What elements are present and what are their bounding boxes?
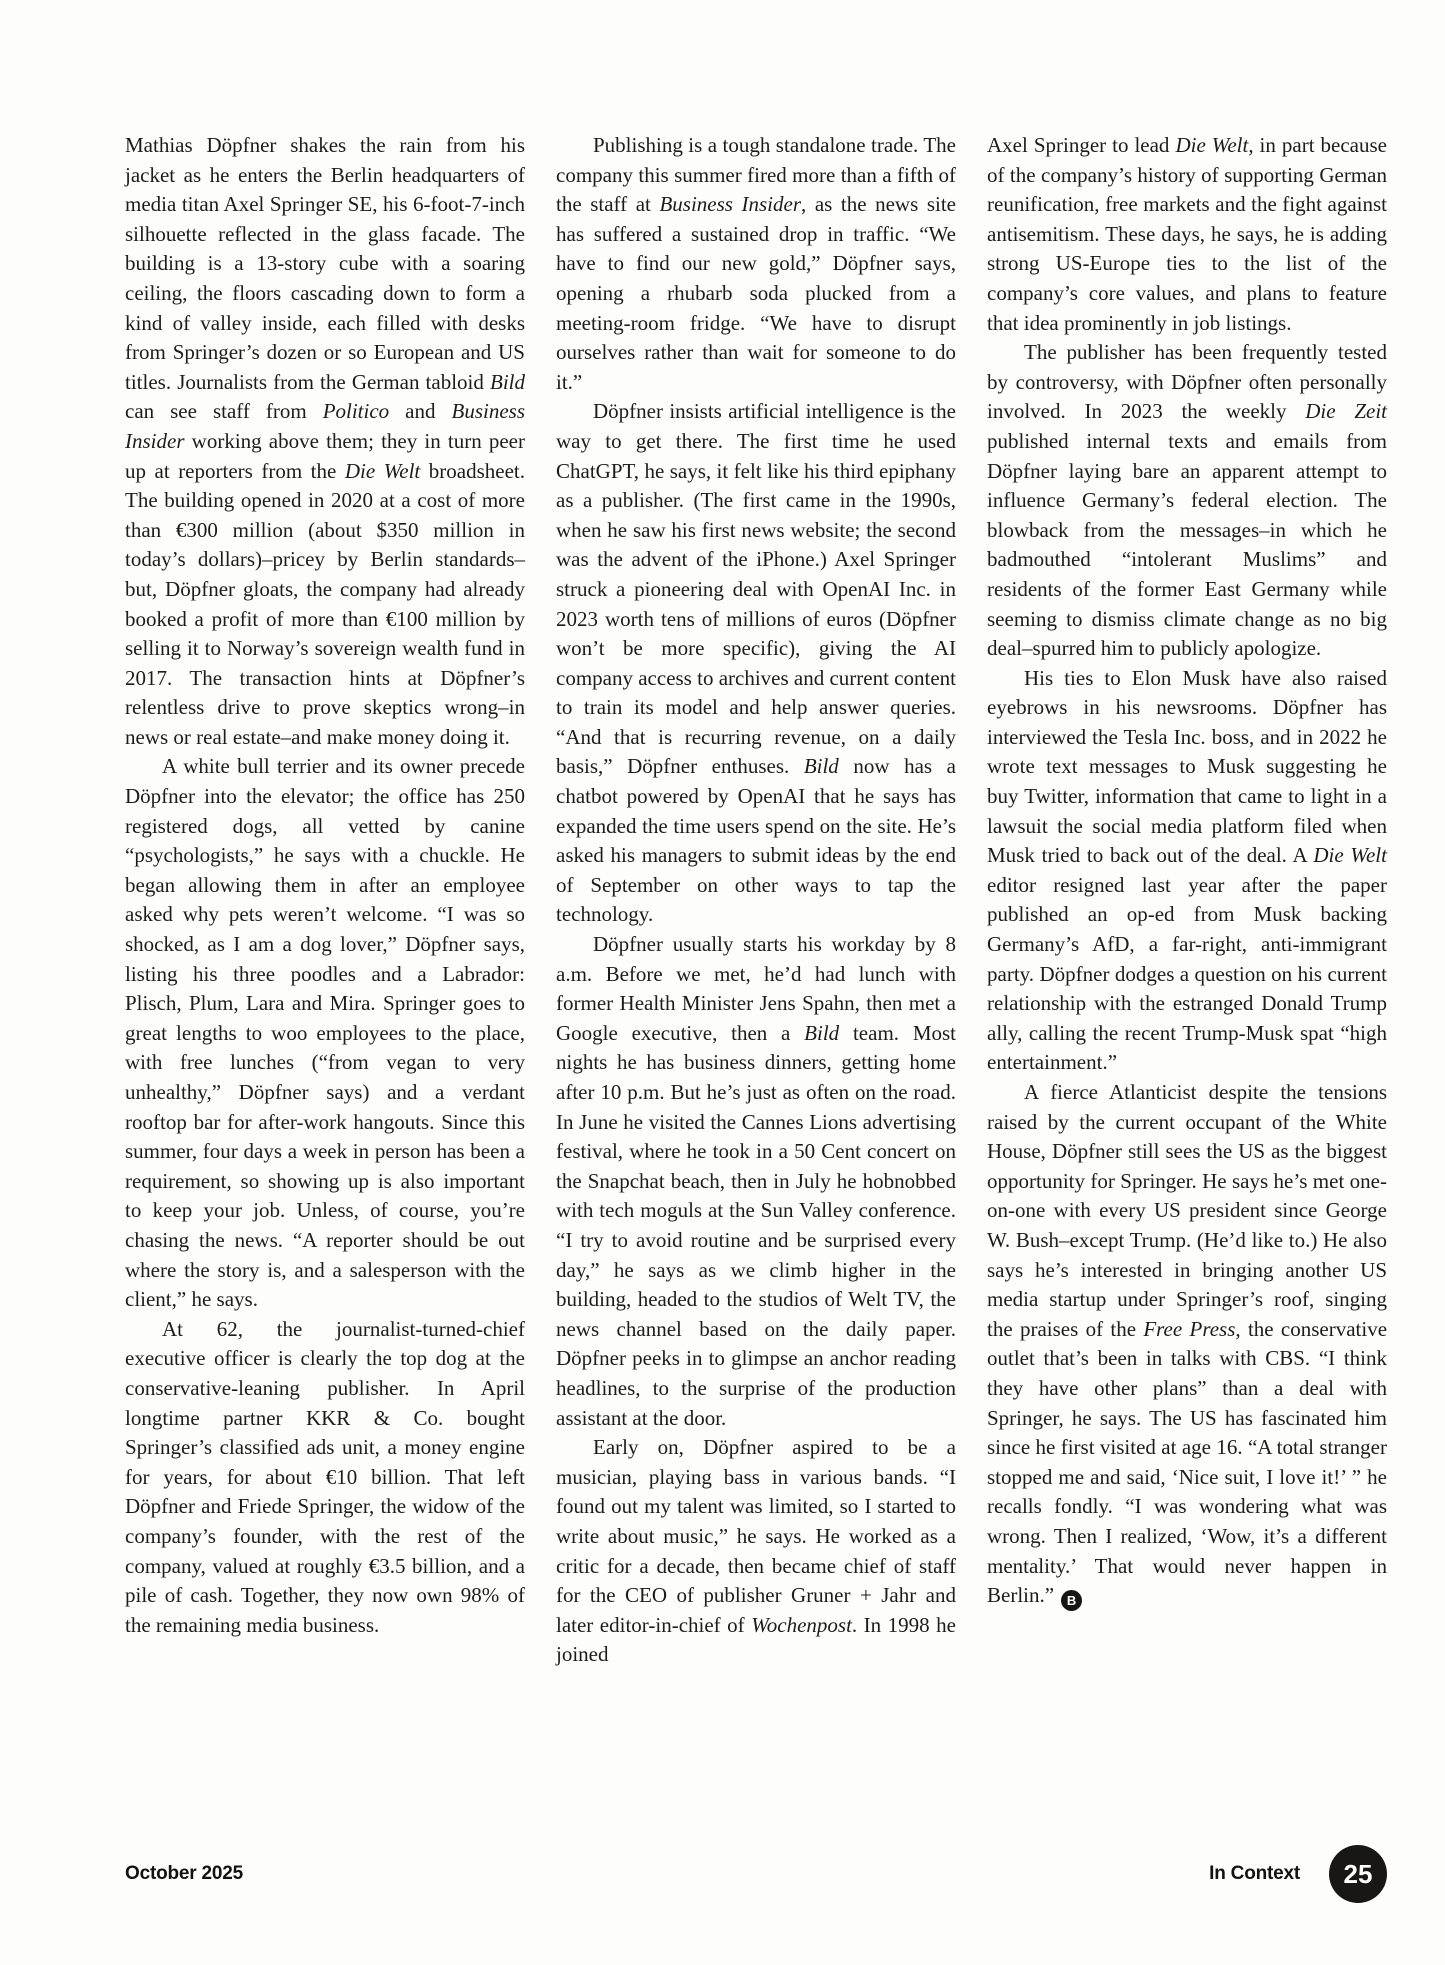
article-column-3 xyxy=(987,131,1387,1670)
article-body xyxy=(125,131,1387,1670)
text-run: Mathias Döpfner shakes the rain from his jacket as he enters the Berlin headquarters of media titan Axel Springer SE, his 6-foot-7-inch silhouette reflected in the glass facade. The building is a 13-story cube with a soaring ceiling, the floors cascading down to form a kind of valley inside, each filled with desks from Springer’s dozen or so European and US titles. Journalists from the German tabloid xyxy=(125,133,525,394)
italic-text-run: Die Welt xyxy=(1175,133,1249,157)
italic-text-run: Bild xyxy=(803,754,839,779)
paragraph xyxy=(556,131,956,397)
paragraph xyxy=(125,1315,525,1641)
text-run: broadsheet. The building opened in 2020 at a cost of more than €300 million (about $350 million in today’s dollars)–pricey by Berlin standards–but, Döpfner gloats, the company had already booked a profit of more than €100 million by selling it to Norway’s sovereign wealth fund in 2017. The transaction hints at Döpfner’s relentless drive to prove skeptics wrong–in news or real estate–and make money doing it. xyxy=(125,458,525,749)
italic-text-run: Die Zeit xyxy=(1305,399,1388,424)
text-run: team. Most nights he has business dinners, getting home after 10 p.m. But he’s just as often on the road. In June he visited the Cannes Lions advertising festival, where he took in a 50 Cent concert on the Snapchat beach, then in July he hobnobbed with tech moguls at the Sun Valley conference. “I try to avoid routine and be surprised every day,” he says as we climb higher in the building, headed to the studios of Welt TV, the news channel based on the daily paper. Döpfner peeks in to glimpse an anchor reading headlines, to the surprise of the production assistant at the door. xyxy=(556,1020,956,1430)
text-run: . In 1998 he joined xyxy=(556,1612,956,1667)
text-run: Döpfner insists artificial intelligence is the way to get there. The first time he used ChatGPT, he says, it felt like his third epiphany as a publisher. (The first came in the 1990s, when he saw his first news website; the second was the advent of the iPhone.) Axel Springer struck a pioneering deal with OpenAI Inc. in 2023 worth tens of millions of euros (Döpfner won’t be more specific), giving the AI company access to archives and current content to train its model and help answer queries. “And that is recurring revenue, on a daily basis,” Döpfner enthuses. xyxy=(556,399,956,779)
italic-text-run: Bild xyxy=(490,369,525,394)
paragraph xyxy=(125,131,525,752)
italic-text-run: Bild xyxy=(804,1020,840,1045)
article-column-2 xyxy=(556,131,956,1670)
text-run: now has a chatbot powered by OpenAI that he says has expanded the time users spend on the site. He’s asked his managers to submit ideas by the end of September on other ways to tap the technology. xyxy=(556,754,956,927)
text-run: , in part because of the company’s history of supporting German reunification, free markets and the fight against antisemitism. These days, he says, he is adding strong US-Europe ties to the list of the company’s core values, and plans to feature that idea prominently in job listings. xyxy=(987,133,1387,335)
text-run: working above them; they in turn peer up at reporters from the xyxy=(125,428,525,483)
text-run: At 62, the journalist-turned-chief executive officer is clearly the top dog at the conservative-leaning publisher. In April longtime partner KKR & Co. bought Springer’s classified ads unit, a money engine for years, for about €10 billion. That left Döpfner and Friede Springer, the widow of the company’s founder, with the rest of the company, valued at roughly €3.5 billion, and a pile of cash. Together, they now own 98% of the remaining media business. xyxy=(125,1316,525,1637)
text-run: Döpfner usually starts his workday by 8 a.m. Before we met, he’d had lunch with former Health Minister Jens Spahn, then met a Google executive, then a xyxy=(556,932,956,1045)
page-number: 25 xyxy=(1343,1858,1373,1889)
italic-text-run: Business Insider xyxy=(659,192,802,217)
paragraph xyxy=(556,930,956,1433)
text-run: can see staff from xyxy=(125,399,323,424)
article-end-mark-icon: B xyxy=(1061,1590,1082,1611)
paragraph xyxy=(125,752,525,1314)
page-number-badge xyxy=(1329,1845,1387,1903)
italic-text-run: Wochenpost xyxy=(751,1612,852,1637)
text-run: Early on, Döpfner aspired to be a musician, playing bass in various bands. “I found out my talent was limited, so I started to write about music,” he says. He worked as a critic for a decade, then became chief of staff for the CEO of publisher Gruner + Jahr and later editor-in-chief of xyxy=(556,1435,956,1637)
text-run: Axel Springer to lead xyxy=(987,133,1176,157)
page-footer xyxy=(125,1845,1387,1903)
text-run: A white bull terrier and its owner precede Döpfner into the elevator; the office has 250 registered dogs, all vetted by canine “psychologists,” he says with a chuckle. He began allowing them in after an employee asked why pets weren’t welcome. “I was so shocked, as I am a dog lover,” Döpfner says, listing his three poodles and a Labrador: Plisch, Plum, Lara and Mira. Springer goes to great lengths to woo employees to the place, with free lunches (“from vegan to very unhealthy,” Döpfner says) and a verdant rooftop bar for after-work hangouts. Since this summer, four days a week in person has been a requirement, so showing up is also important to keep your job. Unless, of course, you’re chasing the news. “A reporter should be out where the story is, and a salesperson with the client,” he says. xyxy=(125,754,525,1312)
paragraph xyxy=(987,664,1387,1078)
text-run: The publisher has been frequently tested by controversy, with Döpfner often personally involved. In 2023 the weekly xyxy=(987,340,1387,424)
article-column-1 xyxy=(125,131,525,1670)
paragraph xyxy=(987,131,1387,338)
italic-text-run: Business Insider xyxy=(125,399,525,453)
text-run: Publishing is a tough standalone trade. The company this summer fired more than a fifth of the staff at xyxy=(556,133,956,217)
italic-text-run: Free Press xyxy=(1143,1316,1236,1341)
text-run: published internal texts and emails from Döpfner laying bare an apparent attempt to influence Germany’s federal election. The blowback from the messages–in which he badmouthed “intolerant Muslims” and residents of the former East Germany while seeming to dismiss climate change as no big deal–spurred him to publicly apologize. xyxy=(987,428,1387,661)
text-run: His ties to Elon Musk have also raised eyebrows in his newsrooms. Döpfner has interviewed the Tesla Inc. boss, and in 2022 he wrote text messages to Musk suggesting he buy Twitter, information that came to light in a lawsuit the social media platform filed when Musk tried to back out of the deal. A xyxy=(987,665,1387,868)
italic-text-run: Politico xyxy=(322,399,390,424)
text-run: , the conservative outlet that’s been in talks with CBS. “I think they have other plans” than a deal with Springer, he says. The US has fascinated him since he first visited at age 16. “A total stranger stopped me and said, ‘Nice suit, I love it!’ ” he recalls fondly. “I was wondering what was wrong. Then I realized, ‘Wow, it’s a different mentality.’ That would never happen in Berlin.” xyxy=(987,1316,1388,1608)
issue-date: October 2025 xyxy=(125,1863,243,1884)
section-name: In Context xyxy=(1209,1863,1300,1884)
text-run: editor resigned last year after the paper published an op-ed from Musk backing Germany’s AfD, a far-right, anti-immigrant party. Döpfner dodges a question on his current relationship with the estranged Donald Trump ally, calling the recent Trump-Musk spat “high entertainment.” xyxy=(987,872,1387,1075)
text-run: A fierce Atlanticist despite the tensions raised by the current occupant of the White House, Döpfner still sees the US as the biggest opportunity for Springer. He says he’s met one-on-one with every US president since George W. Bush–except Trump. (He’d like to.) He also says he’s interested in bringing another US media startup under Springer’s roof, singing the praises of the xyxy=(987,1080,1387,1341)
text-run: and xyxy=(389,399,452,424)
paragraph xyxy=(556,1433,956,1670)
italic-text-run: Die Welt xyxy=(1313,843,1387,868)
paragraph xyxy=(987,338,1387,664)
footer-right xyxy=(1209,1845,1387,1903)
paragraph xyxy=(987,1078,1387,1611)
text-run: , as the news site has suffered a sustained drop in traffic. “We have to find our new gold,” Döpfner says, opening a rhubarb soda plucked from a meeting-room fridge. “We have to disrupt ourselves rather than wait for someone to do it.” xyxy=(556,192,956,394)
italic-text-run: Die Welt xyxy=(344,458,421,483)
paragraph xyxy=(556,397,956,930)
